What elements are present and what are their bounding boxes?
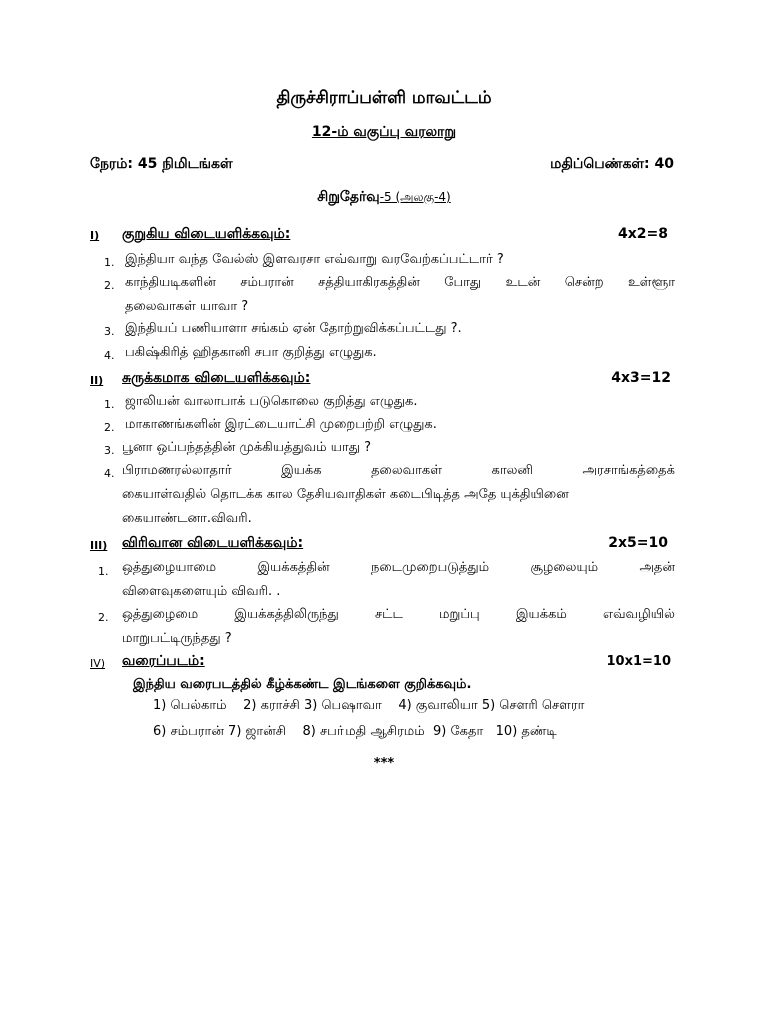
marks-label: மதிப்பெண்கள்: 40 bbox=[550, 156, 674, 172]
test-title-main: சிறுதேர்வு bbox=[317, 189, 380, 205]
section-heading: வரைப்படம்: bbox=[122, 653, 205, 669]
question-number: 1. bbox=[104, 256, 115, 269]
section-roman: III) bbox=[90, 539, 108, 552]
question-text: பகிஷ்கிரித் ஹிதகானி சபா குறித்து எழுதுக. bbox=[125, 345, 377, 360]
question-text-line: காந்தியடிகளின் சம்பரான் சத்தியாகிரகத்தின் போது உடன் சென்ற உள்ளூா bbox=[125, 275, 675, 290]
section-roman: IV) bbox=[90, 657, 106, 670]
question-text: இந்தியப் பணியாளா சங்கம் ஏன் தோற்றுவிக்கப்பட்டது ?. bbox=[125, 321, 462, 336]
question-text-line: மாறுபட்டிருந்தது ? bbox=[122, 631, 232, 646]
question-text-line: தலைவாகள் யாவா ? bbox=[125, 299, 249, 314]
question-number: 2. bbox=[104, 279, 115, 292]
section-marks: 4x3=12 bbox=[611, 370, 671, 386]
question-text: இந்தியா வந்த வேல்ஸ் இளவரசா எவ்வாறு வரவேற்கப்பட்டார் ? bbox=[125, 252, 504, 267]
question-number: 1. bbox=[104, 398, 115, 411]
section-roman: I) bbox=[90, 229, 100, 242]
section-marks: 4x2=8 bbox=[618, 226, 668, 242]
question-number: 3. bbox=[104, 444, 115, 457]
question-text: மாகாணங்களின் இரட்டையாட்சி முறைபற்றி எழுதுக. bbox=[125, 417, 437, 432]
question-text: ஜாலியன் வாலாபாக் படுகொலை குறித்து எழுதுக. bbox=[125, 394, 418, 409]
question-text-line: ஒத்துழையாமை இயக்கத்தின் நடைமுறைபடுத்தும் சூழலையும் அதன் bbox=[122, 560, 675, 575]
question-text-line: விளைவுகளையும் விவரி. . bbox=[122, 584, 281, 599]
question-text-line: ஒத்துழைமை இயக்கத்திலிருந்து சட்ட மறுப்பு இயக்கம் எவ்வழியில் bbox=[122, 607, 675, 622]
section-marks: 2x5=10 bbox=[608, 535, 668, 551]
map-places-line: 6) சம்பரான் 7) ஜான்சி 8) சபா்மதி ஆசிரமம் 9) கேதா 10) தண்டி bbox=[153, 724, 557, 739]
test-title bbox=[0, 189, 768, 207]
question-number: 2. bbox=[104, 421, 115, 434]
question-text-line: கையாள்வதில் தொடக்க கால தேசியவாதிகள் கடைபிடித்த அதே யுக்தியினை bbox=[122, 487, 569, 502]
question-text: பூனா ஒப்பந்தத்தின் முக்கியத்துவம் யாது ? bbox=[122, 440, 371, 455]
section-heading: விரிவான விடையளிக்கவும்: bbox=[122, 535, 304, 551]
question-number: 4. bbox=[104, 349, 115, 362]
question-text-line: கையாண்டனா.விவரி. bbox=[122, 511, 252, 526]
question-text-line: பிராமணரல்லாதார் இயக்க தலைவாகள் காலனி அரசாங்கத்தைக் bbox=[122, 463, 675, 478]
map-places-line: 1) பெல்காம் 2) கராச்சி 3) பெஷாவா 4) குவாலியா 5) சௌரி சௌரா bbox=[153, 698, 585, 713]
district-title: திருச்சிராப்பள்ளி மாவட்டம் bbox=[276, 88, 492, 108]
section-marks: 10x1=10 bbox=[606, 654, 671, 669]
map-instruction: இந்திய வரைபடத்தில் கீழ்க்கண்ட இடங்களை குறிக்கவும். bbox=[133, 677, 472, 692]
question-number: 2. bbox=[98, 611, 109, 624]
question-number: 3. bbox=[104, 325, 115, 338]
question-number: 4. bbox=[104, 467, 115, 480]
section-roman: II) bbox=[90, 374, 104, 387]
time-label: நேரம்: 45 நிமிடங்கள் bbox=[90, 156, 233, 172]
section-heading: குறுகிய விடையளிக்கவும்: bbox=[122, 226, 291, 242]
test-unit: -5 (அலகு-4) bbox=[379, 190, 451, 204]
class-subject: 12-ம் வகுப்பு வரலாறு bbox=[311, 124, 457, 140]
end-marker: *** bbox=[373, 756, 395, 771]
question-number: 1. bbox=[98, 565, 109, 578]
section-heading: சுருக்கமாக விடையளிக்கவும்: bbox=[122, 370, 311, 386]
